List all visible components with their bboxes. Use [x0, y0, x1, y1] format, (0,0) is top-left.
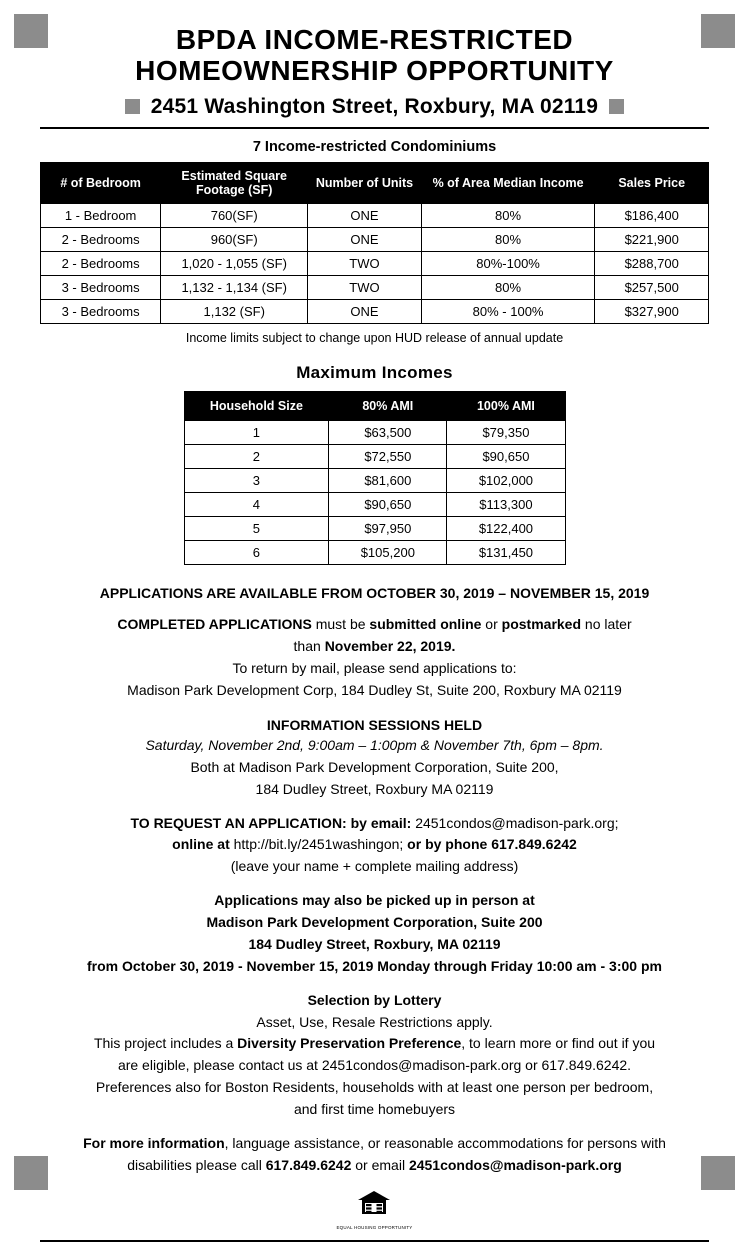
table-row — [184, 469, 565, 493]
table-row — [184, 445, 565, 469]
deadline-date: November 22, 2019. — [324, 638, 456, 655]
cell-number: ONE — [308, 204, 422, 228]
page-title — [40, 24, 709, 87]
diversity-post: , to learn more or find out if you — [461, 1035, 656, 1052]
cell-sqft: 1,020 - 1,055 (SF) — [161, 252, 308, 276]
units-col-number: Number of Units — [308, 162, 422, 204]
address-subtitle-row — [40, 95, 709, 119]
pickup-line-2: Madison Park Development Corporation, Suite 200 — [206, 914, 543, 931]
completed-mid-2: or — [481, 616, 502, 633]
address-subtitle: 2451 Washington Street, Roxbury, MA 02119 — [150, 94, 599, 118]
request-online-url[interactable]: http://bit.ly/2451washingon; — [233, 836, 404, 853]
equal-housing-logo-container — [40, 1190, 709, 1234]
title-line-1: BPDA INCOME-RESTRICTED — [175, 24, 574, 55]
cell-ami: 80%-100% — [421, 252, 595, 276]
units-section-heading: 7 Income-restricted Condominiums — [252, 138, 497, 155]
incomes-col-household: Household Size — [184, 392, 329, 421]
cell-100-ami: $79,350 — [447, 421, 565, 445]
request-line-2 — [40, 835, 709, 855]
units-col-bedroom: # of Bedroom — [41, 162, 161, 204]
cell-sqft: 1,132 (SF) — [161, 300, 308, 324]
cell-ami: 80% - 100% — [421, 300, 595, 324]
cell-sqft: 1,132 - 1,134 (SF) — [161, 276, 308, 300]
cell-ami: 80% — [421, 228, 595, 252]
more-info-pre: disabilities please call — [127, 1156, 266, 1173]
more-info-email[interactable]: 2451condos@madison-park.org — [408, 1156, 622, 1173]
table-row — [184, 517, 565, 541]
more-info-phone: 617.849.6242 — [265, 1156, 352, 1173]
cell-household-size: 5 — [184, 517, 329, 541]
table-row — [41, 276, 709, 300]
more-info-rest: , language assistance, or reasonable accommodations for persons with — [224, 1134, 666, 1151]
units-table-header — [41, 162, 709, 204]
cell-bedroom: 2 - Bedrooms — [41, 228, 161, 252]
application-availability: APPLICATIONS ARE AVAILABLE FROM OCTOBER 30, 2019 – NOVEMBER 15, 2019 — [99, 585, 650, 602]
square-bullet-icon-left — [125, 99, 140, 114]
info-sessions-heading: INFORMATION SESSIONS HELD — [266, 716, 483, 733]
units-col-ami: % of Area Median Income — [421, 162, 595, 204]
mail-intro: To return by mail, please send applications to: — [232, 660, 517, 677]
cell-bedroom: 2 - Bedrooms — [41, 252, 161, 276]
completed-bold-2: submitted online — [369, 616, 482, 633]
request-line-1 — [40, 814, 709, 834]
pickup-line-1: Applications may also be picked up in person at — [214, 892, 535, 909]
request-phone-label: or by phone — [403, 836, 492, 853]
request-application-block — [40, 814, 709, 878]
more-information-block — [40, 1134, 709, 1176]
table-row — [41, 300, 709, 324]
incomes-col-80ami: 80% AMI — [329, 392, 447, 421]
footer-divider — [40, 1240, 709, 1242]
cell-80-ami: $63,500 — [329, 421, 447, 445]
more-info-line-2 — [40, 1156, 709, 1176]
title-line-2: HOMEOWNERSHIP OPPORTUNITY — [135, 55, 614, 87]
diversity-bold: Diversity Preservation Preference — [237, 1035, 462, 1052]
request-phone-value: 617.849.6242 — [491, 836, 577, 853]
equal-housing-opportunity-icon — [336, 1190, 412, 1234]
cell-household-size: 6 — [184, 541, 329, 565]
request-label: TO REQUEST AN APPLICATION: — [130, 814, 347, 831]
completed-bold-3: postmarked — [501, 616, 582, 633]
pickup-line-4: from October 30, 2019 - November 15, 2019 Monday through Friday 10:00 am - 3:00 pm — [87, 957, 662, 974]
cell-sqft: 960(SF) — [161, 228, 308, 252]
completed-applications-line-1 — [40, 615, 709, 635]
info-sessions-location-1: Both at Madison Park Development Corporation, Suite 200, — [190, 758, 559, 775]
equal-housing-logo-label: EQUAL HOUSING OPPORTUNITY — [336, 1224, 413, 1230]
units-col-price: Sales Price — [595, 162, 709, 204]
cell-price: $186,400 — [595, 204, 709, 228]
completed-mid-3: no later — [581, 616, 632, 633]
cell-price: $257,500 — [595, 276, 709, 300]
more-info-mid: or email — [351, 1156, 409, 1173]
incomes-table-body — [184, 421, 565, 565]
cell-80-ami: $105,200 — [329, 541, 447, 565]
cell-80-ami: $72,550 — [329, 445, 447, 469]
cell-bedroom: 1 - Bedroom — [41, 204, 161, 228]
more-info-lead: For more information — [83, 1134, 225, 1151]
cell-household-size: 1 — [184, 421, 329, 445]
diversity-preference-line-2: are eligible, please contact us at 2451condos@madison-park.org or 617.849.6242. — [117, 1057, 632, 1074]
cell-100-ami: $90,650 — [447, 445, 565, 469]
table-header-row — [184, 392, 565, 421]
lottery-restrictions: Asset, Use, Resale Restrictions apply. — [256, 1013, 493, 1030]
cell-household-size: 3 — [184, 469, 329, 493]
request-line-3: (leave your name + complete mailing address) — [230, 858, 519, 875]
cell-80-ami: $81,600 — [329, 469, 447, 493]
more-info-line-1 — [40, 1134, 709, 1154]
mail-address: Madison Park Development Corp, 184 Dudley St, Suite 200, Roxbury MA 02119 — [127, 682, 622, 699]
units-table-body — [41, 204, 709, 324]
lottery-heading: Selection by Lottery — [307, 991, 442, 1008]
cell-number: TWO — [308, 252, 422, 276]
cell-100-ami: $113,300 — [447, 493, 565, 517]
header-divider — [40, 127, 709, 129]
completed-bold-1: COMPLETED APPLICATIONS — [117, 616, 312, 633]
cell-80-ami: $97,950 — [329, 517, 447, 541]
incomes-col-100ami: 100% AMI — [447, 392, 565, 421]
preferences-line-1: Preferences also for Boston Residents, households with at least one person per bedroom, — [95, 1079, 654, 1096]
table-row — [41, 204, 709, 228]
table-row — [184, 493, 565, 517]
cell-number: ONE — [308, 228, 422, 252]
cell-sqft: 760(SF) — [161, 204, 308, 228]
info-sessions-times: Saturday, November 2nd, 9:00am – 1:00pm & November 7th, 6pm – 8pm. — [145, 736, 604, 753]
completed-mid-1: must be — [311, 616, 370, 633]
info-sessions-location-2: 184 Dudley Street, Roxbury MA 02119 — [255, 780, 494, 797]
cell-ami: 80% — [421, 204, 595, 228]
units-footnote: Income limits subject to change upon HUD release of annual update — [185, 331, 564, 346]
diversity-pre: This project includes a — [93, 1035, 238, 1052]
completed-applications-line-2 — [40, 637, 709, 657]
cell-bedroom: 3 - Bedrooms — [41, 300, 161, 324]
request-email-label: by email: — [346, 814, 416, 831]
cell-100-ami: $131,450 — [447, 541, 565, 565]
diversity-preference-line-1 — [40, 1034, 709, 1054]
units-col-sqft: Estimated Square Footage (SF) — [161, 162, 308, 204]
cell-household-size: 4 — [184, 493, 329, 517]
cell-100-ami: $122,400 — [447, 517, 565, 541]
incomes-table-header — [184, 392, 565, 421]
cell-80-ami: $90,650 — [329, 493, 447, 517]
pickup-line-3: 184 Dudley Street, Roxbury, MA 02119 — [248, 935, 501, 952]
completed-applications-block — [40, 615, 709, 701]
cell-number: TWO — [308, 276, 422, 300]
cell-bedroom: 3 - Bedrooms — [41, 276, 161, 300]
cell-price: $221,900 — [595, 228, 709, 252]
square-bullet-icon-right — [609, 99, 624, 114]
preferences-line-2: and first time homebuyers — [293, 1101, 456, 1118]
cell-ami: 80% — [421, 276, 595, 300]
request-email-value[interactable]: 2451condos@madison-park.org; — [415, 814, 619, 831]
cell-price: $288,700 — [595, 252, 709, 276]
deadline-pre: than — [293, 638, 325, 655]
info-sessions-block — [40, 736, 709, 800]
cell-price: $327,900 — [595, 300, 709, 324]
table-row — [41, 252, 709, 276]
table-row — [41, 228, 709, 252]
table-row — [184, 421, 565, 445]
table-row — [184, 541, 565, 565]
cell-household-size: 2 — [184, 445, 329, 469]
cell-100-ami: $102,000 — [447, 469, 565, 493]
request-online-label: online at — [172, 836, 234, 853]
table-header-row — [41, 162, 709, 204]
cell-number: ONE — [308, 300, 422, 324]
incomes-section-heading: Maximum Incomes — [296, 363, 453, 383]
lottery-block — [40, 991, 709, 1120]
units-table — [40, 162, 709, 325]
maximum-incomes-table — [184, 391, 566, 565]
pickup-block — [40, 891, 709, 977]
